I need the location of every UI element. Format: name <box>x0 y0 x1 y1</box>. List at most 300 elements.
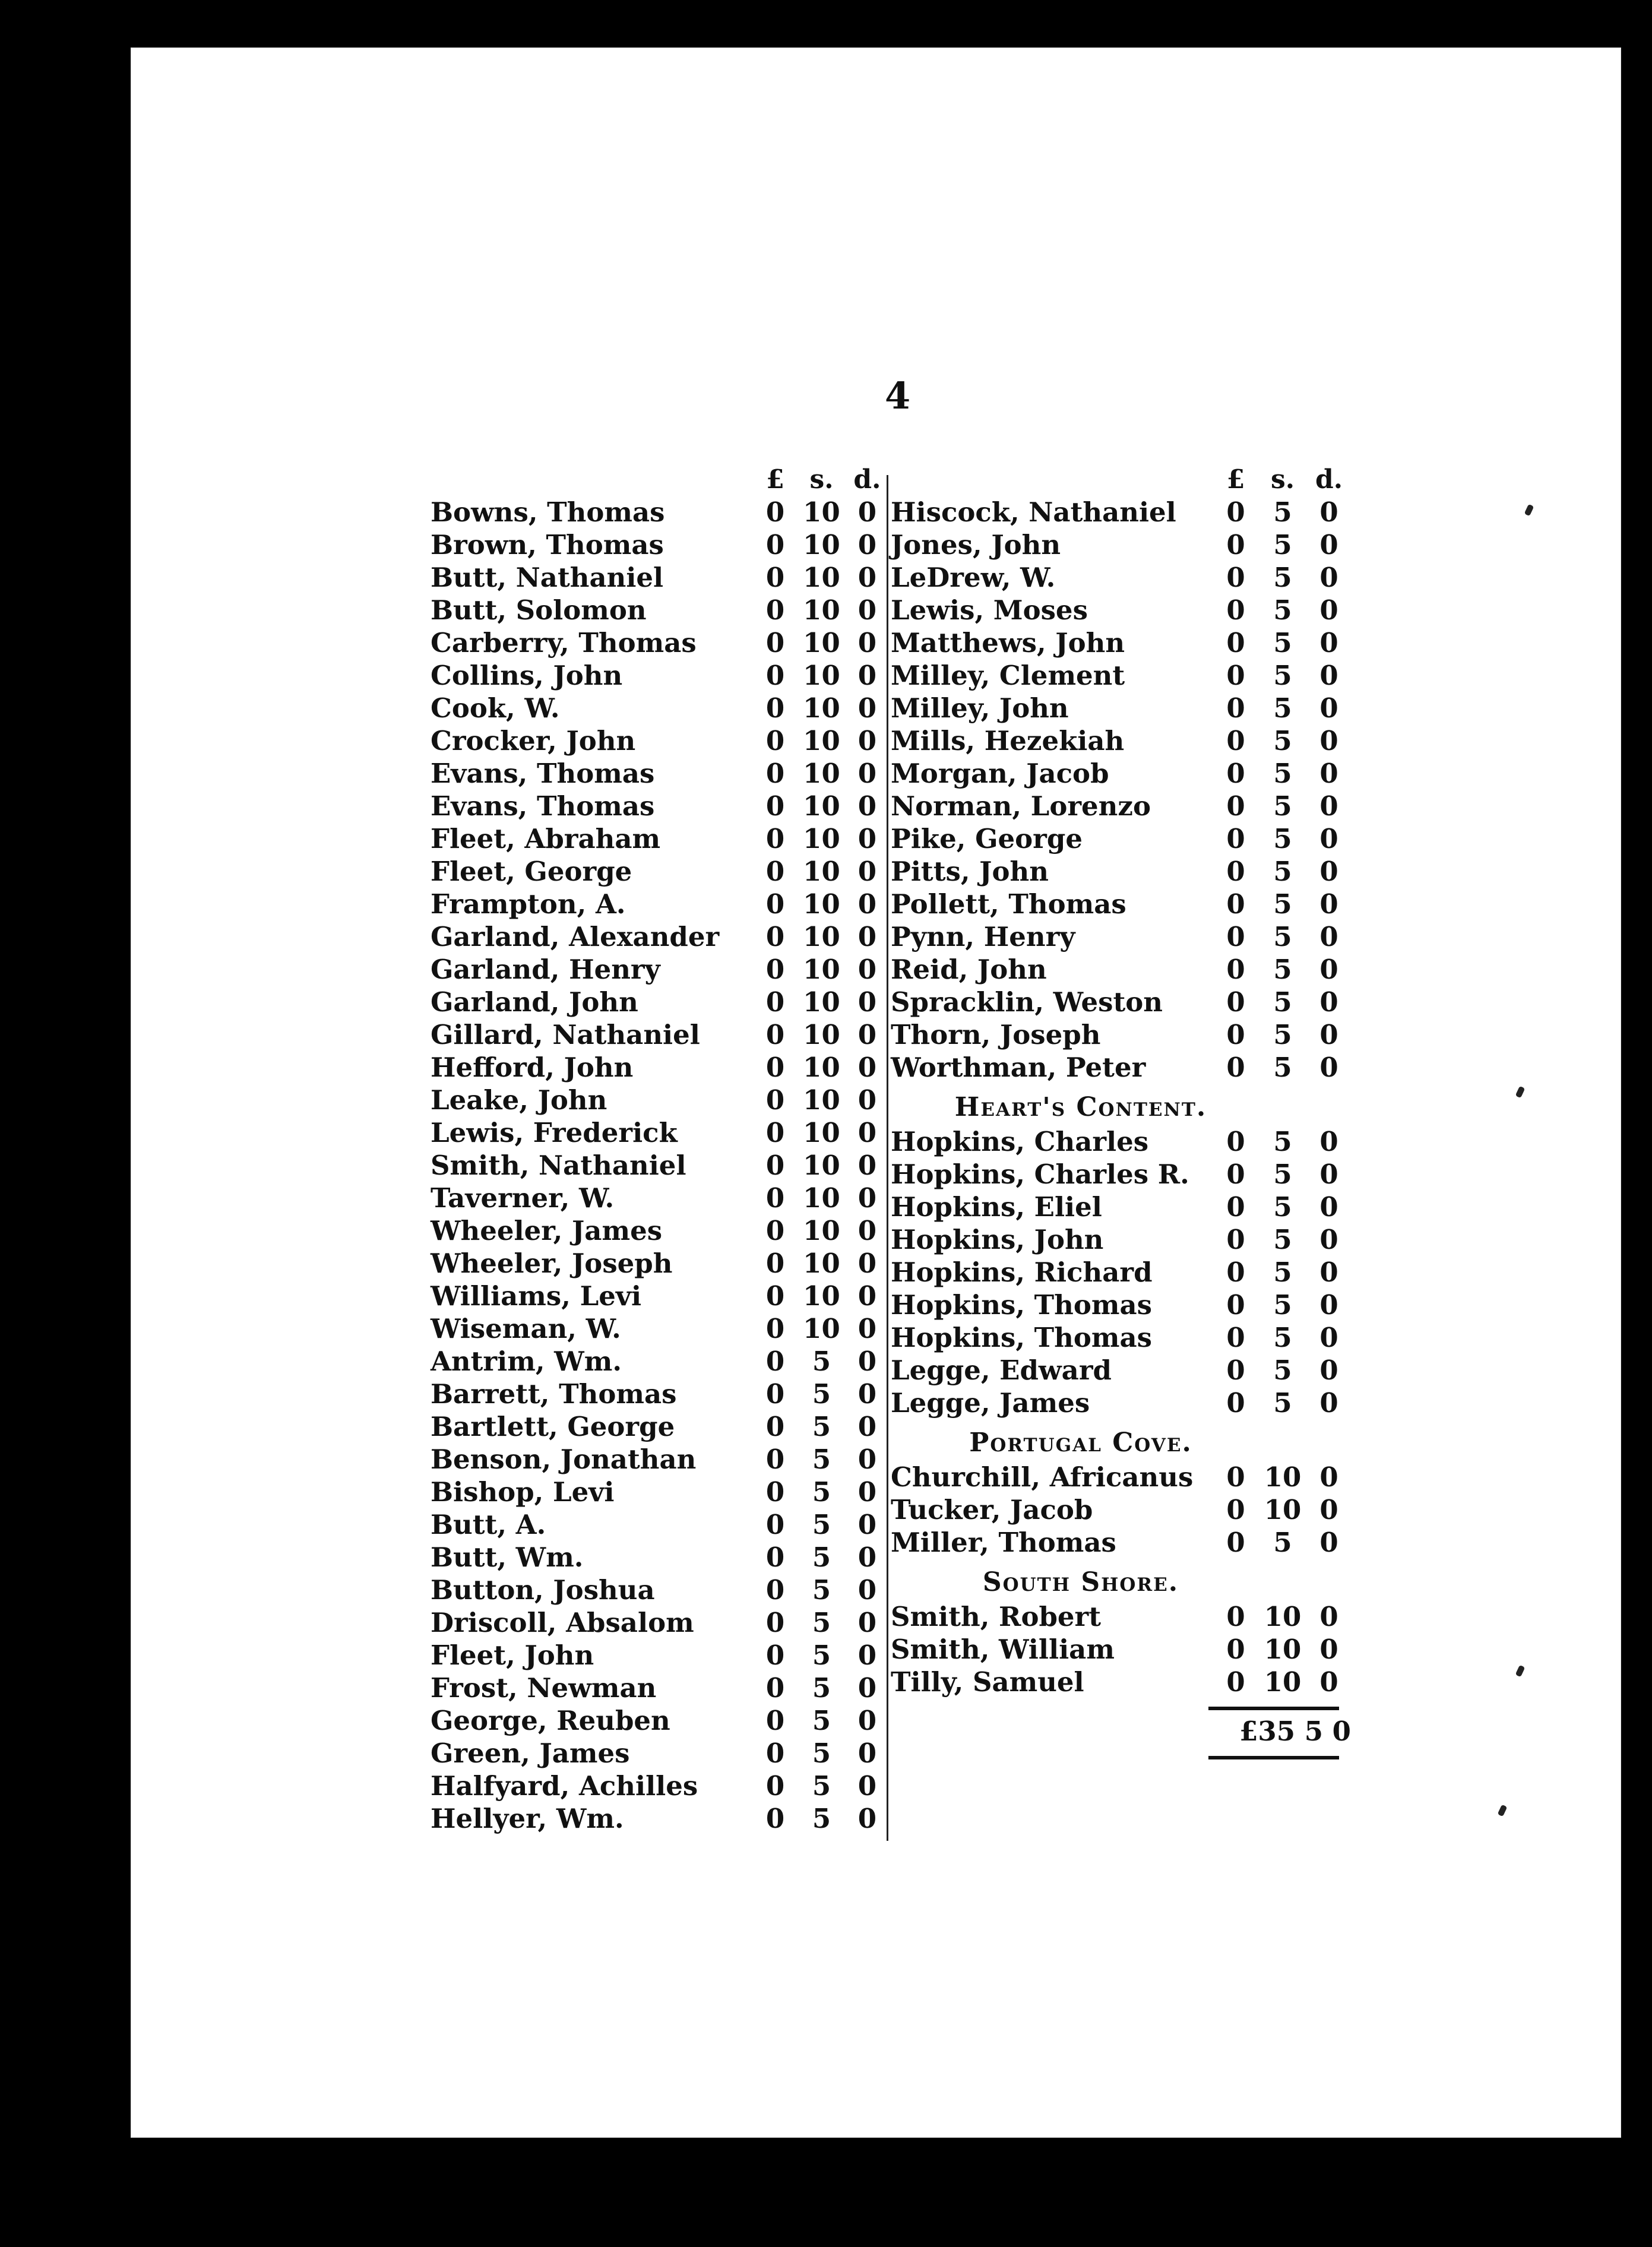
pounds-value: 0 <box>765 921 785 952</box>
subscription-row <box>891 626 1366 659</box>
subscription-row <box>431 594 888 626</box>
shillings-value: 10 <box>803 1150 840 1181</box>
pounds-value: 0 <box>1226 1387 1245 1419</box>
shillings-value: 10 <box>803 1215 840 1246</box>
subscriber-name: Hopkins, Thomas <box>891 1322 1152 1353</box>
pence-value: 0 <box>1319 1224 1338 1255</box>
subscriber-name: Churchill, Africanus <box>891 1461 1194 1493</box>
shillings-value: 5 <box>1273 1354 1292 1386</box>
pence-value: 0 <box>1319 1289 1338 1321</box>
subscriber-name: Hopkins, Charles R. <box>891 1159 1189 1190</box>
shillings-value: 5 <box>812 1803 831 1834</box>
pence-value: 0 <box>1319 856 1338 887</box>
subscription-row <box>891 1493 1366 1526</box>
pence-value: 0 <box>857 1770 877 1802</box>
pence-value: 0 <box>857 1378 877 1410</box>
subscription-row <box>431 1149 888 1182</box>
subscriber-name: LeDrew, W. <box>891 562 1056 593</box>
currency-header-row <box>431 463 888 496</box>
subscription-row <box>891 888 1366 920</box>
shillings-value: 5 <box>812 1444 831 1475</box>
shillings-value: 10 <box>1264 1601 1302 1632</box>
subscription-row <box>431 1541 888 1574</box>
pounds-value: 0 <box>765 725 785 757</box>
subscription-row <box>431 953 888 986</box>
pence-value: 0 <box>857 1313 877 1344</box>
pence-value: 0 <box>857 823 877 855</box>
pounds-value: 0 <box>765 1509 785 1540</box>
pence-value: 0 <box>857 1215 877 1246</box>
pounds-value: 0 <box>1226 1354 1245 1386</box>
subscription-row <box>891 1600 1366 1633</box>
subscriber-name: Collins, John <box>431 660 623 691</box>
pence-value: 0 <box>857 594 877 626</box>
subscriber-name: Reid, John <box>891 954 1047 985</box>
shillings-value: 5 <box>1273 856 1292 887</box>
pounds-value: 0 <box>765 856 785 887</box>
subscriber-name: Evans, Thomas <box>431 790 655 822</box>
subscriber-name: Miller, Thomas <box>891 1527 1116 1558</box>
pounds-value: 0 <box>765 986 785 1018</box>
subscriber-name: Butt, A. <box>431 1509 546 1540</box>
subscriber-name: Driscoll, Absalom <box>431 1607 694 1638</box>
pence-value: 0 <box>857 725 877 757</box>
pence-value: 0 <box>1319 790 1338 822</box>
pounds-value: 0 <box>765 1542 785 1573</box>
shillings-value: 10 <box>803 888 840 920</box>
subscription-row <box>891 1526 1366 1559</box>
subscriber-name: Green, James <box>431 1738 630 1769</box>
pounds-value: 0 <box>1226 1019 1245 1050</box>
pence-value: 0 <box>857 627 877 659</box>
pence-value: 0 <box>857 790 877 822</box>
pence-value: 0 <box>857 496 877 528</box>
subscriber-name: Milley, Clement <box>891 660 1125 691</box>
subscription-row <box>431 1084 888 1116</box>
subscription-row <box>891 986 1366 1018</box>
shillings-value: 5 <box>812 1738 831 1769</box>
subscription-row <box>431 1116 888 1149</box>
subscription-row <box>891 659 1366 692</box>
subscriber-name: Worthman, Peter <box>891 1052 1146 1083</box>
subscription-row <box>431 1606 888 1639</box>
pounds-value: 0 <box>765 1117 785 1148</box>
pounds-value: 0 <box>765 1574 785 1606</box>
pence-value: 0 <box>1319 1159 1338 1190</box>
pounds-value: 0 <box>765 823 785 855</box>
subscription-row <box>431 1410 888 1443</box>
pence-value: 0 <box>857 888 877 920</box>
subscriber-name: Leake, John <box>431 1084 607 1116</box>
subscriber-name: Gillard, Nathaniel <box>431 1019 700 1050</box>
subscriber-name: Hopkins, Eliel <box>891 1191 1102 1223</box>
subscription-row <box>891 822 1366 855</box>
pounds-value: 0 <box>1226 1634 1245 1665</box>
subscription-row <box>431 1280 888 1312</box>
pounds-value: 0 <box>1226 1666 1245 1698</box>
pounds-value: 0 <box>1226 1461 1245 1493</box>
shillings-value: 5 <box>1273 529 1292 561</box>
subscriber-name: Carberry, Thomas <box>431 627 697 659</box>
subscription-row <box>891 855 1366 888</box>
pence-value: 0 <box>1319 921 1338 952</box>
pence-value: 0 <box>857 1280 877 1312</box>
subscription-row <box>891 1223 1366 1256</box>
subscription-row <box>891 692 1366 724</box>
pounds-value: 0 <box>1226 856 1245 887</box>
pence-value: 0 <box>1319 529 1338 561</box>
subscription-row <box>431 1018 888 1051</box>
shillings-header: s. <box>809 464 834 495</box>
pounds-value: 0 <box>765 1182 785 1214</box>
subscription-row <box>431 1345 888 1378</box>
subscription-row <box>431 1443 888 1476</box>
subscriber-name: Pike, George <box>891 823 1083 855</box>
pounds-value: 0 <box>765 1248 785 1279</box>
subscription-row <box>891 1461 1366 1493</box>
pounds-value: 0 <box>765 1280 785 1312</box>
subscription-row <box>891 1289 1366 1321</box>
pence-value: 0 <box>1319 1354 1338 1386</box>
shillings-value: 10 <box>803 954 840 985</box>
shillings-value: 5 <box>1273 1322 1292 1353</box>
shillings-value: 10 <box>803 1248 840 1279</box>
pounds-value: 0 <box>1226 496 1245 528</box>
shillings-value: 5 <box>1273 627 1292 659</box>
pounds-value: 0 <box>765 1803 785 1834</box>
shillings-value: 10 <box>803 1117 840 1148</box>
shillings-value: 5 <box>1273 1289 1292 1321</box>
pounds-value: 0 <box>1226 1257 1245 1288</box>
pence-value: 0 <box>857 1705 877 1736</box>
subscriber-name: Fleet, Abraham <box>431 823 661 855</box>
subscription-row <box>891 920 1366 953</box>
shillings-value: 10 <box>1264 1494 1302 1526</box>
pence-value: 0 <box>857 1509 877 1540</box>
subscriber-name: Butt, Wm. <box>431 1542 584 1573</box>
shillings-value: 10 <box>803 562 840 593</box>
pounds-value: 0 <box>1226 562 1245 593</box>
subscription-row <box>431 692 888 724</box>
pounds-value: 0 <box>1226 758 1245 789</box>
shillings-value: 5 <box>1273 496 1292 528</box>
shillings-value: 10 <box>803 1084 840 1116</box>
pence-value: 0 <box>857 1542 877 1573</box>
pounds-value: 0 <box>1226 1126 1245 1157</box>
subscriber-name: Hopkins, John <box>891 1224 1104 1255</box>
subscription-row <box>891 1666 1366 1698</box>
pence-value: 0 <box>1319 823 1338 855</box>
pence-value: 0 <box>857 1803 877 1834</box>
shillings-value: 5 <box>812 1476 831 1508</box>
pence-value: 0 <box>857 1248 877 1279</box>
pounds-header: £ <box>766 464 784 495</box>
pounds-value: 0 <box>765 1411 785 1442</box>
subscription-row <box>431 659 888 692</box>
shillings-value: 5 <box>812 1672 831 1704</box>
pence-value: 0 <box>857 1574 877 1606</box>
pounds-value: 0 <box>765 1052 785 1083</box>
pounds-value: 0 <box>1226 1601 1245 1632</box>
subscription-row <box>431 920 888 953</box>
subscriber-name: George, Reuben <box>431 1705 670 1736</box>
subscriber-name: Hopkins, Charles <box>891 1126 1149 1157</box>
subscriber-name: Crocker, John <box>431 725 636 757</box>
pounds-value: 0 <box>765 594 785 626</box>
pence-value: 0 <box>857 692 877 724</box>
pence-value: 0 <box>857 1607 877 1638</box>
pence-value: 0 <box>1319 1634 1338 1665</box>
subscriber-name: Milley, John <box>891 692 1069 724</box>
pence-value: 0 <box>1319 888 1338 920</box>
pounds-value: 0 <box>1226 1052 1245 1083</box>
pounds-value: 0 <box>1226 627 1245 659</box>
subscriber-name: Mills, Hezekiah <box>891 725 1125 757</box>
shillings-value: 10 <box>1264 1461 1302 1493</box>
left-entries <box>431 496 888 1835</box>
subscriber-name: Hopkins, Thomas <box>891 1289 1152 1321</box>
shillings-value: 5 <box>812 1542 831 1573</box>
subscription-row <box>891 1158 1366 1191</box>
subscription-row <box>891 953 1366 986</box>
subscriber-name: Norman, Lorenzo <box>891 790 1151 822</box>
section-heading: Heart's Content. <box>954 1092 1207 1122</box>
subscriber-name: Cook, W. <box>431 692 560 724</box>
pence-value: 0 <box>857 856 877 887</box>
pence-value: 0 <box>1319 758 1338 789</box>
shillings-value: 10 <box>803 529 840 561</box>
shillings-value: 5 <box>1273 1191 1292 1223</box>
subscriber-name: Wheeler, Joseph <box>431 1248 673 1279</box>
subscriber-name: Antrim, Wm. <box>431 1346 622 1377</box>
pounds-value: 0 <box>1226 1494 1245 1526</box>
subscription-row <box>431 1704 888 1737</box>
subscriber-name: Fleet, George <box>431 856 632 887</box>
pounds-value: 0 <box>765 1215 785 1246</box>
subscriber-name: Pynn, Henry <box>891 921 1075 952</box>
subscriber-name: Button, Joshua <box>431 1574 655 1606</box>
pounds-value: 0 <box>765 1019 785 1050</box>
pounds-value: 0 <box>765 1607 785 1638</box>
subscriber-name: Frost, Newman <box>431 1672 657 1704</box>
subscriber-name: Wiseman, W. <box>431 1313 621 1344</box>
subscription-row <box>891 1321 1366 1354</box>
pounds-value: 0 <box>765 496 785 528</box>
subscription-row <box>431 1051 888 1084</box>
pence-value: 0 <box>1319 1257 1338 1288</box>
subscriber-name: Smith, Robert <box>891 1601 1102 1632</box>
pounds-value: 0 <box>1226 725 1245 757</box>
shillings-value: 5 <box>812 1770 831 1802</box>
shillings-value: 10 <box>803 594 840 626</box>
shillings-value: 10 <box>803 660 840 691</box>
subscriber-name: Garland, Alexander <box>431 921 720 952</box>
shillings-value: 10 <box>803 1052 840 1083</box>
subscriber-name: Bishop, Levi <box>431 1476 615 1508</box>
right-entries <box>891 496 1366 1084</box>
subscriber-name: Frampton, A. <box>431 888 626 920</box>
pence-value: 0 <box>857 1117 877 1148</box>
pounds-value: 0 <box>765 1313 785 1344</box>
total-row <box>891 1715 1366 1748</box>
shillings-value: 5 <box>812 1640 831 1671</box>
pounds-value: 0 <box>765 1738 785 1769</box>
pence-value: 0 <box>857 562 877 593</box>
subscription-row <box>431 1770 888 1802</box>
subscriber-name: Jones, John <box>891 529 1061 561</box>
pence-value: 0 <box>1319 954 1338 985</box>
subscription-row <box>431 1312 888 1345</box>
shillings-value: 10 <box>1264 1634 1302 1665</box>
left-column <box>431 463 888 1835</box>
pence-value: 0 <box>857 1052 877 1083</box>
subscription-row <box>891 1633 1366 1666</box>
shillings-header: s. <box>1270 464 1295 495</box>
subscription-row <box>431 1247 888 1280</box>
subscriber-name: Garland, Henry <box>431 954 660 985</box>
subscriber-name: Legge, Edward <box>891 1354 1112 1386</box>
pounds-value: 0 <box>1226 921 1245 952</box>
subscriber-name: Wheeler, James <box>431 1215 663 1246</box>
pounds-value: 0 <box>1226 1159 1245 1190</box>
pounds-value: 0 <box>765 1346 785 1377</box>
pounds-value: 0 <box>1226 1322 1245 1353</box>
pounds-value: 0 <box>765 1770 785 1802</box>
pence-value: 0 <box>1319 725 1338 757</box>
shillings-value: 5 <box>1273 660 1292 691</box>
shillings-value: 10 <box>803 627 840 659</box>
subscription-row <box>891 1354 1366 1387</box>
pounds-value: 0 <box>765 1640 785 1671</box>
subscription-row <box>431 1737 888 1770</box>
shillings-value: 5 <box>812 1411 831 1442</box>
pounds-value: 0 <box>765 1150 785 1181</box>
subscription-row <box>891 757 1366 790</box>
subscriber-name: Hellyer, Wm. <box>431 1803 624 1834</box>
subscriber-name: Williams, Levi <box>431 1280 642 1312</box>
pounds-value: 0 <box>765 627 785 659</box>
subscription-row <box>891 496 1366 528</box>
pence-value: 0 <box>1319 1666 1338 1698</box>
pence-value: 0 <box>857 1738 877 1769</box>
subscriber-name: Bartlett, George <box>431 1411 675 1442</box>
subscription-row <box>431 1639 888 1672</box>
subscriber-name: Smith, Nathaniel <box>431 1150 686 1181</box>
subscriber-name: Hiscock, Nathaniel <box>891 496 1176 528</box>
shillings-value: 10 <box>803 823 840 855</box>
pence-header: d. <box>1315 464 1343 495</box>
shillings-value: 5 <box>1273 594 1292 626</box>
pence-value: 0 <box>857 1346 877 1377</box>
subscription-row <box>431 1214 888 1247</box>
pounds-value: 0 <box>765 1084 785 1116</box>
subscriber-name: Lewis, Frederick <box>431 1117 678 1148</box>
pence-value: 0 <box>1319 1494 1338 1526</box>
pence-value: 0 <box>1319 1601 1338 1632</box>
pence-value: 0 <box>857 529 877 561</box>
shillings-value: 5 <box>1273 692 1292 724</box>
pence-value: 0 <box>857 1182 877 1214</box>
subscriber-name: Hopkins, Richard <box>891 1257 1153 1288</box>
section-heading: South Shore. <box>982 1567 1179 1597</box>
pounds-value: 0 <box>765 529 785 561</box>
subscriber-name: Fleet, John <box>431 1640 594 1671</box>
pence-value: 0 <box>1319 1052 1338 1083</box>
pounds-value: 0 <box>765 660 785 691</box>
subscription-row <box>891 790 1366 822</box>
subscription-row <box>891 561 1366 594</box>
subscription-row <box>891 594 1366 626</box>
shillings-value: 5 <box>1273 725 1292 757</box>
pounds-value: 0 <box>765 692 785 724</box>
pounds-value: 0 <box>1226 594 1245 626</box>
pence-value: 0 <box>857 1084 877 1116</box>
pence-value: 0 <box>1319 692 1338 724</box>
subscriber-name: Lewis, Moses <box>891 594 1088 626</box>
total-rule-bottom <box>1208 1756 1339 1759</box>
subscription-row <box>431 986 888 1018</box>
pounds-value: 0 <box>765 954 785 985</box>
pence-value: 0 <box>857 1672 877 1704</box>
pounds-value: 0 <box>765 758 785 789</box>
pence-value: 0 <box>1319 1461 1338 1493</box>
subscription-row <box>431 822 888 855</box>
pence-value: 0 <box>1319 1019 1338 1050</box>
pence-value: 0 <box>857 1019 877 1050</box>
shillings-value: 5 <box>1273 758 1292 789</box>
subscription-row <box>431 790 888 822</box>
shillings-value: 10 <box>803 790 840 822</box>
pence-value: 0 <box>1319 594 1338 626</box>
shillings-value: 10 <box>803 1280 840 1312</box>
pence-value: 0 <box>1319 1126 1338 1157</box>
subscriber-name: Brown, Thomas <box>431 529 664 561</box>
shillings-value: 10 <box>803 986 840 1018</box>
pence-value: 0 <box>857 921 877 952</box>
shillings-value: 5 <box>812 1705 831 1736</box>
pounds-value: 0 <box>765 1444 785 1475</box>
subscription-row <box>431 1182 888 1214</box>
subscriber-name: Matthews, John <box>891 627 1125 659</box>
shillings-value: 5 <box>812 1346 831 1377</box>
subscription-row <box>431 528 888 561</box>
pence-value: 0 <box>1319 660 1338 691</box>
subscription-row <box>431 855 888 888</box>
subscription-row <box>431 888 888 920</box>
subscriber-name: Evans, Thomas <box>431 758 655 789</box>
pence-value: 0 <box>1319 1322 1338 1353</box>
subscription-row <box>431 1802 888 1835</box>
pounds-value: 0 <box>1226 1224 1245 1255</box>
shillings-value: 5 <box>1273 954 1292 985</box>
pence-value: 0 <box>1319 496 1338 528</box>
subscription-row <box>891 1256 1366 1289</box>
shillings-value: 5 <box>812 1509 831 1540</box>
shillings-value: 5 <box>1273 823 1292 855</box>
subscription-row <box>431 561 888 594</box>
pounds-value: 0 <box>1226 660 1245 691</box>
shillings-value: 5 <box>1273 1257 1292 1288</box>
pence-value: 0 <box>1319 1387 1338 1419</box>
shillings-value: 5 <box>1273 790 1292 822</box>
shillings-value: 10 <box>803 496 840 528</box>
subscriber-name: Smith, William <box>891 1634 1115 1665</box>
pounds-value: 0 <box>1226 692 1245 724</box>
currency-header-row <box>891 463 1366 496</box>
page-number: 4 <box>885 374 911 417</box>
subscription-row <box>891 1018 1366 1051</box>
right-sections <box>891 1084 1366 1698</box>
